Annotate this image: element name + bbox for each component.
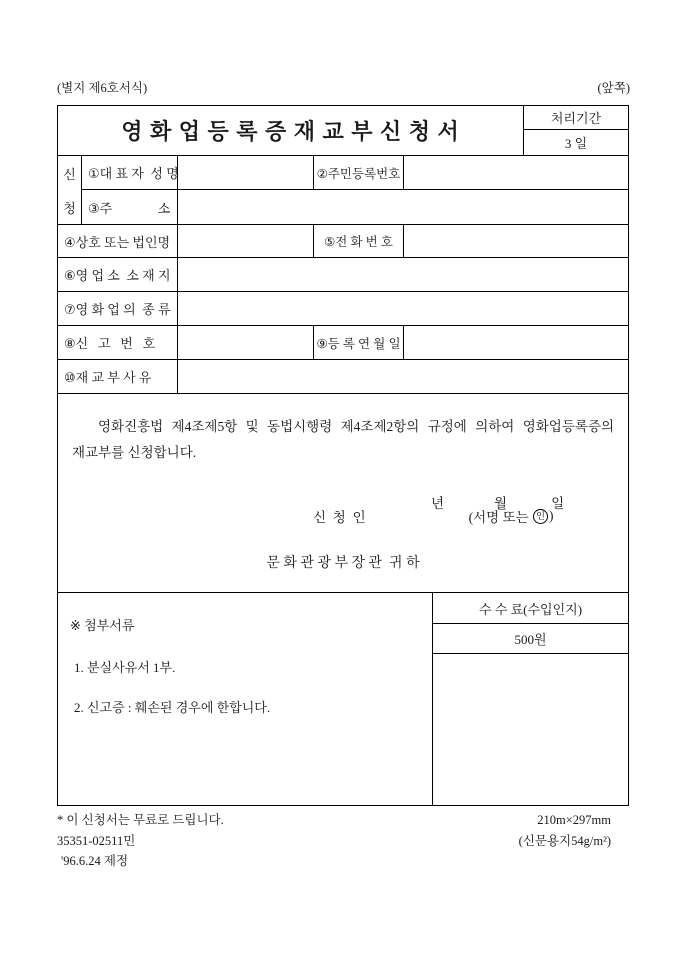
signature-line <box>58 507 628 525</box>
report-number-label: ⑧신 고 번 호 <box>58 326 178 359</box>
row-report-number <box>58 326 628 360</box>
address-label: ③주 소 <box>82 190 178 224</box>
attachments-fee-section <box>58 593 628 805</box>
processing-period-value: 3 일 <box>564 136 588 151</box>
representative-name-label: ①대 표 자 성 명 <box>82 156 178 189</box>
footer-form-code: 35351-02511민 <box>57 833 136 848</box>
form-number-label: (별지 제6호서식) <box>57 81 148 95</box>
registration-date-label: ⑨등 록 연 월 일 <box>314 326 404 359</box>
row-representative <box>82 156 628 190</box>
attachment-item: 1. 분실사유서 1부. <box>74 660 176 675</box>
business-type-label: ⑦영 화 업 의 종 류 <box>58 292 178 325</box>
applicant-side-char-2: 청 <box>63 200 76 216</box>
reissue-reason-label: ⑩재 교 부 사 유 <box>58 360 178 393</box>
sign-prefix: (서명 또는 <box>468 510 533 525</box>
front-side-label: (앞쪽) <box>597 81 630 95</box>
form-title: 영 화 업 등 록 증 재 교 부 신 청 서 <box>121 119 460 144</box>
fee-empty-area <box>433 654 628 805</box>
business-type-field <box>178 292 628 325</box>
row-address <box>82 190 628 224</box>
address-field <box>178 190 628 224</box>
applicant-label: 신 청 인 <box>313 510 366 525</box>
attachments-cell <box>58 593 433 805</box>
row-office-location <box>58 258 628 292</box>
applicant-side-column <box>58 156 82 224</box>
company-name-field <box>178 225 314 257</box>
signature-or-seal-label <box>469 506 554 526</box>
report-number-field <box>178 326 314 359</box>
page-corner-labels <box>57 78 630 96</box>
company-name-label: ④상호 또는 법인명 <box>58 225 178 257</box>
applicant-block <box>58 156 628 224</box>
month-label: 월 <box>494 496 508 511</box>
date-line <box>58 476 628 511</box>
page-footer <box>57 810 629 872</box>
declaration-text: 영화진흥법 제4조제5항 및 동법시행령 제4조제2항의 규정에 의하여 영화업등록증의 재교부를 신청합니다. <box>72 419 614 460</box>
day-label: 일 <box>551 496 565 511</box>
declaration-section <box>58 394 628 593</box>
fee-column <box>433 593 628 805</box>
office-location-field <box>178 258 628 291</box>
phone-number-label: ⑤전 화 번 호 <box>314 225 404 257</box>
sign-suffix: ) <box>549 508 554 523</box>
fee-amount: 500원 <box>433 624 628 654</box>
resident-number-field <box>404 156 628 189</box>
phone-number-field <box>404 225 628 257</box>
year-label: 년 <box>431 496 445 511</box>
attachments-header: ※ 첨부서류 <box>70 618 135 633</box>
attachment-item: 2. 신고증 : 훼손된 경우에 한합니다. <box>74 700 271 715</box>
footer-enactment-date: '96.6.24 제정 <box>61 854 129 868</box>
registration-date-field <box>404 326 628 359</box>
row-reissue-reason <box>58 360 628 394</box>
application-form-table <box>57 105 629 806</box>
seal-circle-icon: 인 <box>533 509 548 524</box>
footer-free-notice: * 이 신청서는 무료로 드립니다. <box>57 813 224 827</box>
row-business-type <box>58 292 628 326</box>
addressee-line: 문 화 관 광 부 장 관 귀 하 <box>266 556 420 571</box>
processing-period-box <box>523 106 628 155</box>
office-location-label: ⑥영 업 소 소 재 지 <box>58 258 178 291</box>
paper-size-label: 210m×297mm <box>537 813 611 827</box>
fee-header: 수 수 료(수입인지) <box>433 593 628 624</box>
resident-number-label: ②주민등록번호 <box>314 156 404 189</box>
representative-name-field <box>178 156 314 189</box>
processing-period-header: 처리기간 <box>524 106 628 130</box>
row-company <box>58 224 628 258</box>
reissue-reason-field <box>178 360 628 393</box>
applicant-side-char-1: 신 <box>63 166 76 182</box>
title-row <box>58 106 628 156</box>
paper-spec-label: (신문용지54g/m²) <box>518 833 611 848</box>
